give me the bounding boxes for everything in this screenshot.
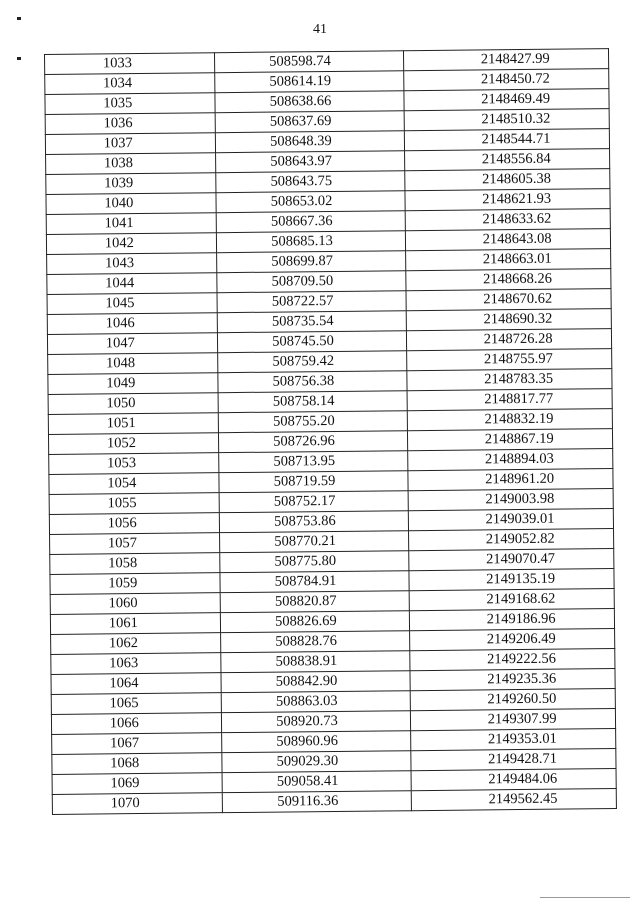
y-coordinate-cell: 2149307.99 — [411, 709, 616, 731]
point-number-cell: 1057 — [50, 533, 220, 555]
point-number-cell: 1060 — [50, 593, 220, 615]
x-coordinate-cell: 508643.75 — [215, 171, 405, 193]
page-number: 41 — [313, 22, 327, 37]
point-number-cell: 1043 — [47, 253, 217, 275]
point-number-cell: 1037 — [45, 133, 215, 155]
point-number-cell: 1042 — [46, 233, 216, 255]
x-coordinate-cell: 508960.96 — [221, 731, 411, 753]
point-number-cell: 1048 — [48, 353, 218, 375]
point-number-cell: 1050 — [48, 393, 218, 415]
y-coordinate-cell: 2149186.96 — [410, 609, 615, 631]
x-coordinate-cell: 508755.20 — [218, 411, 408, 433]
y-coordinate-cell: 2148469.49 — [404, 89, 609, 111]
y-coordinate-cell: 2149070.47 — [409, 549, 614, 571]
y-coordinate-cell: 2148894.03 — [408, 449, 613, 471]
x-coordinate-cell: 509029.30 — [221, 751, 411, 773]
point-number-cell: 1058 — [50, 553, 220, 575]
y-coordinate-cell: 2148690.32 — [407, 309, 612, 331]
x-coordinate-cell: 508770.21 — [219, 531, 409, 553]
x-coordinate-cell: 508719.59 — [219, 471, 409, 493]
coordinates-table — [44, 48, 617, 815]
point-number-cell: 1040 — [46, 193, 216, 215]
point-number-cell: 1069 — [52, 773, 222, 795]
y-coordinate-cell: 2149206.49 — [410, 629, 615, 651]
point-number-cell: 1044 — [47, 273, 217, 295]
point-number-cell: 1070 — [52, 793, 222, 815]
x-coordinate-cell: 508784.91 — [220, 571, 410, 593]
x-coordinate-cell: 508598.74 — [214, 51, 404, 73]
x-coordinate-cell: 508614.19 — [214, 71, 404, 93]
y-coordinate-cell: 2148726.28 — [407, 329, 612, 351]
point-number-cell: 1061 — [50, 613, 220, 635]
point-number-cell: 1041 — [46, 213, 216, 235]
x-coordinate-cell: 508637.69 — [215, 111, 405, 133]
point-number-cell: 1033 — [45, 53, 215, 75]
y-coordinate-cell: 2148663.01 — [406, 249, 611, 271]
point-number-cell: 1066 — [51, 713, 221, 735]
point-number-cell: 1054 — [49, 473, 219, 495]
point-number-cell: 1035 — [45, 93, 215, 115]
point-number-cell: 1065 — [51, 693, 221, 715]
point-number-cell: 1034 — [45, 73, 215, 95]
point-number-cell: 1052 — [48, 433, 218, 455]
y-coordinate-cell: 2148633.62 — [405, 209, 610, 231]
point-number-cell: 1068 — [52, 753, 222, 775]
point-number-cell: 1062 — [51, 633, 221, 655]
x-coordinate-cell: 508820.87 — [220, 591, 410, 613]
x-coordinate-cell: 509058.41 — [222, 771, 412, 793]
x-coordinate-cell: 508667.36 — [216, 211, 406, 233]
x-coordinate-cell: 508752.17 — [219, 491, 409, 513]
x-coordinate-cell: 508653.02 — [216, 191, 406, 213]
point-number-cell: 1046 — [47, 313, 217, 335]
x-coordinate-cell: 508758.14 — [218, 391, 408, 413]
scan-mark — [17, 17, 21, 20]
y-coordinate-cell: 2149260.50 — [411, 689, 616, 711]
y-coordinate-cell: 2148510.32 — [404, 109, 609, 131]
x-coordinate-cell: 508735.54 — [217, 311, 407, 333]
x-coordinate-cell: 508722.57 — [217, 291, 407, 313]
point-number-cell: 1036 — [45, 113, 215, 135]
point-number-cell: 1049 — [48, 373, 218, 395]
y-coordinate-cell: 2148427.99 — [404, 49, 609, 71]
y-coordinate-cell: 2149222.56 — [410, 649, 615, 671]
point-number-cell: 1063 — [51, 653, 221, 675]
x-coordinate-cell: 508759.42 — [217, 351, 407, 373]
y-coordinate-cell: 2148450.72 — [404, 69, 609, 91]
point-number-cell: 1059 — [50, 573, 220, 595]
y-coordinate-cell: 2148643.08 — [406, 229, 611, 251]
y-coordinate-cell: 2148556.84 — [405, 149, 610, 171]
y-coordinate-cell: 2149428.71 — [411, 749, 616, 771]
y-coordinate-cell: 2149168.62 — [409, 589, 614, 611]
y-coordinate-cell: 2149039.01 — [409, 509, 614, 531]
point-number-cell: 1056 — [49, 513, 219, 535]
x-coordinate-cell: 508753.86 — [219, 511, 409, 533]
x-coordinate-cell: 508826.69 — [220, 611, 410, 633]
y-coordinate-cell: 2148817.77 — [407, 389, 612, 411]
y-coordinate-cell: 2149052.82 — [409, 529, 614, 551]
point-number-cell: 1047 — [47, 333, 217, 355]
x-coordinate-cell: 508643.97 — [215, 151, 405, 173]
x-coordinate-cell: 508838.91 — [220, 651, 410, 673]
x-coordinate-cell: 508648.39 — [215, 131, 405, 153]
y-coordinate-cell: 2148605.38 — [405, 169, 610, 191]
y-coordinate-cell: 2149484.06 — [411, 769, 616, 791]
y-coordinate-cell: 2148670.62 — [406, 289, 611, 311]
x-coordinate-cell: 508726.96 — [218, 431, 408, 453]
y-coordinate-cell: 2148783.35 — [407, 369, 612, 391]
point-number-cell: 1067 — [52, 733, 222, 755]
point-number-cell: 1053 — [49, 453, 219, 475]
point-number-cell: 1064 — [51, 673, 221, 695]
x-coordinate-cell: 508638.66 — [215, 91, 405, 113]
y-coordinate-cell: 2149135.19 — [409, 569, 614, 591]
x-coordinate-cell: 508828.76 — [220, 631, 410, 653]
y-coordinate-cell: 2149353.01 — [411, 729, 616, 751]
x-coordinate-cell: 508842.90 — [221, 671, 411, 693]
y-coordinate-cell: 2148544.71 — [405, 129, 610, 151]
x-coordinate-cell: 508775.80 — [219, 551, 409, 573]
y-coordinate-cell: 2148961.20 — [408, 469, 613, 491]
point-number-cell: 1038 — [46, 153, 216, 175]
x-coordinate-cell: 509116.36 — [222, 791, 412, 813]
coordinates-table-body — [45, 49, 617, 815]
x-coordinate-cell: 508713.95 — [218, 451, 408, 473]
point-number-cell: 1051 — [48, 413, 218, 435]
y-coordinate-cell: 2148832.19 — [408, 409, 613, 431]
x-coordinate-cell: 508863.03 — [221, 691, 411, 713]
scan-mark — [17, 57, 21, 60]
x-coordinate-cell: 508699.87 — [216, 251, 406, 273]
x-coordinate-cell: 508920.73 — [221, 711, 411, 733]
y-coordinate-cell: 2149235.36 — [410, 669, 615, 691]
y-coordinate-cell: 2149562.45 — [412, 789, 617, 811]
y-coordinate-cell: 2148668.26 — [406, 269, 611, 291]
point-number-cell: 1055 — [49, 493, 219, 515]
x-coordinate-cell: 508685.13 — [216, 231, 406, 253]
point-number-cell: 1039 — [46, 173, 216, 195]
y-coordinate-cell: 2149003.98 — [408, 489, 613, 511]
footer-rule — [540, 897, 630, 898]
point-number-cell: 1045 — [47, 293, 217, 315]
x-coordinate-cell: 508756.38 — [218, 371, 408, 393]
x-coordinate-cell: 508709.50 — [216, 271, 406, 293]
y-coordinate-cell: 2148867.19 — [408, 429, 613, 451]
y-coordinate-cell: 2148755.97 — [407, 349, 612, 371]
x-coordinate-cell: 508745.50 — [217, 331, 407, 353]
y-coordinate-cell: 2148621.93 — [405, 189, 610, 211]
